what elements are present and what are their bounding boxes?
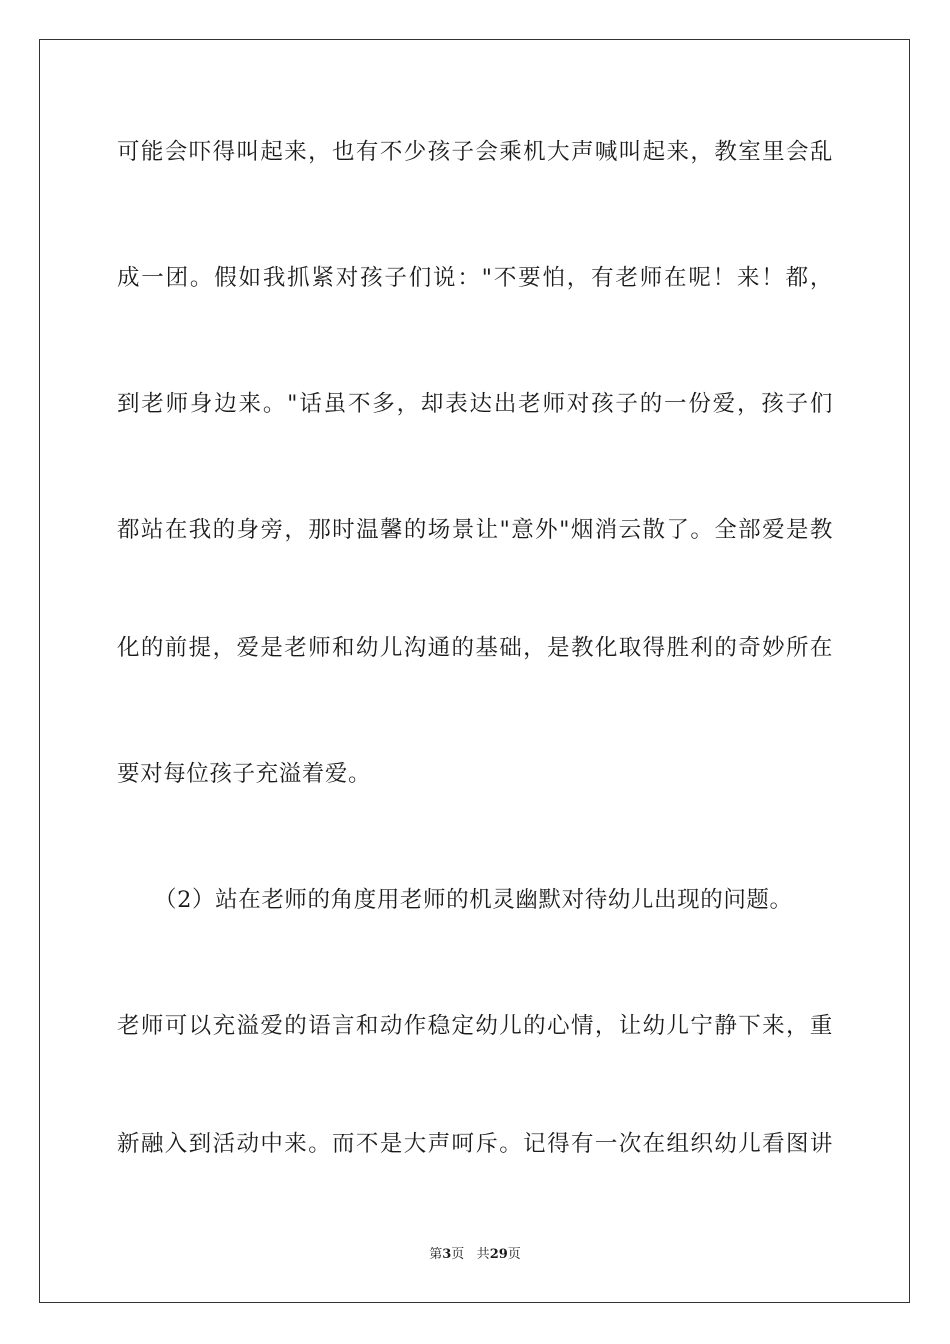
footer-prefix: 第 [429, 1247, 443, 1262]
section-heading-line: （2）站在老师的角度用老师的机灵幽默对待幼儿出现的问题。 [154, 887, 793, 913]
total-page-count: 29 [489, 1247, 508, 1262]
footer-total-suffix: 页 [507, 1247, 521, 1262]
page-border [39, 39, 910, 1303]
paragraph-line: 要对每位孩子充溢着爱。 [117, 761, 372, 787]
paragraph-line: 化的前提，爱是老师和幼儿沟通的基础，是教化取得胜利的奇妙所在 [117, 635, 833, 661]
paragraph-line: 成一团。假如我抓紧对孩子们说："不要怕，有老师在呢！来！都， [117, 265, 833, 291]
paragraph-line: 老师可以充溢爱的语言和动作稳定幼儿的心情，让幼儿宁静下来，重 [117, 1013, 833, 1039]
paragraph-line: 到老师身边来。"话虽不多，却表达出老师对孩子的一份爱，孩子们 [117, 391, 833, 417]
paragraph-line: 新融入到活动中来。而不是大声呵斥。记得有一次在组织幼儿看图讲 [117, 1131, 833, 1157]
current-page-number: 3 [442, 1247, 452, 1262]
paragraph-line: 可能会吓得叫起来，也有不少孩子会乘机大声喊叫起来，教室里会乱 [117, 139, 833, 165]
page-footer [0, 1246, 950, 1264]
paragraph-line: 都站在我的身旁，那时温馨的场景让"意外"烟消云散了。全部爱是教 [117, 517, 833, 543]
footer-page-suffix: 页 [451, 1247, 465, 1262]
footer-total-prefix: 共 [476, 1247, 490, 1262]
